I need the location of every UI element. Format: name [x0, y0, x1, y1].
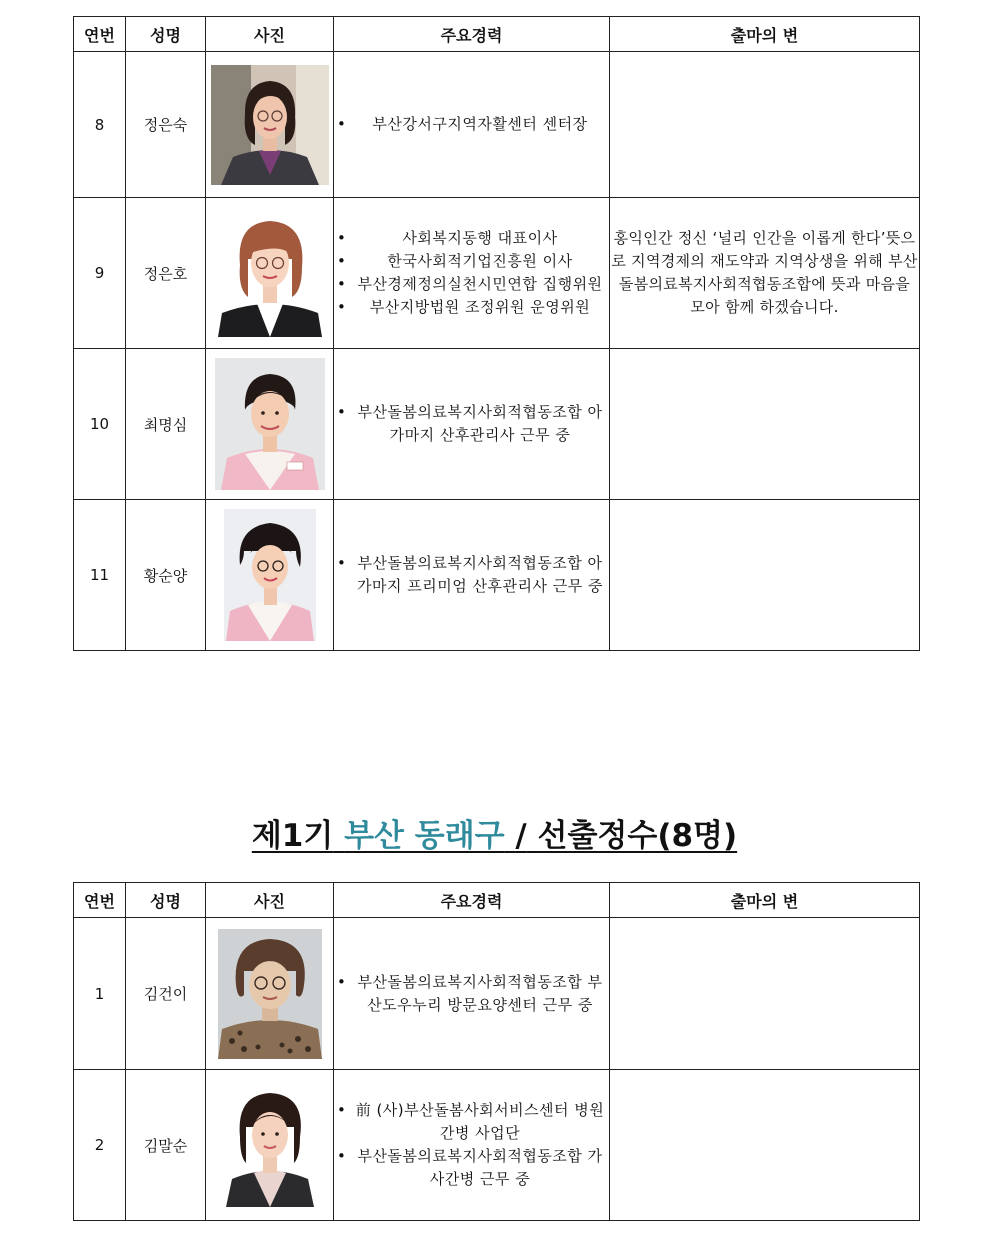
table-row: [74, 52, 920, 198]
speech-cell: [610, 52, 920, 198]
career-item: • 부산돌봄의료복지사회적협동조합 아가마지 프리미엄 산후관리사 근무 중: [334, 552, 609, 598]
photo-cell: [206, 349, 334, 500]
header-name: 성명: [126, 17, 206, 52]
table-header-row: [74, 883, 920, 918]
career-cell: [334, 500, 610, 651]
career-item: • 부산돌봄의료복지사회적협동조합 부산도우누리 방문요양센터 근무 중: [334, 971, 609, 1017]
speech-cell: [610, 918, 920, 1070]
candidate-table-1: [73, 16, 920, 651]
career-cell: [334, 52, 610, 198]
speech-cell: [610, 1070, 920, 1221]
career-item: • 前 (사)부산돌봄사회서비스센터 병원간병 사업단: [334, 1099, 609, 1145]
candidate-photo: [218, 929, 322, 1059]
row-number: 9: [74, 198, 126, 349]
candidate-photo: [211, 65, 329, 185]
career-item: • 사회복지동행 대표이사: [334, 227, 609, 250]
candidate-name: 김말순: [126, 1070, 206, 1221]
candidate-name: 정은숙: [126, 52, 206, 198]
header-no: 연번: [74, 883, 126, 918]
speech-cell: [610, 500, 920, 651]
section-title: [0, 810, 989, 855]
career-item: • 부산지방법원 조정위원 운영위원: [334, 296, 609, 319]
photo-cell: [206, 918, 334, 1070]
row-number: 8: [74, 52, 126, 198]
photo-cell: [206, 198, 334, 349]
candidate-table-2: [73, 882, 920, 1221]
table-row: [74, 500, 920, 651]
table-row: [74, 349, 920, 500]
career-item: • 부산강서구지역자활센터 센터장: [334, 113, 609, 136]
header-speech: 출마의 변: [610, 883, 920, 918]
header-name: 성명: [126, 883, 206, 918]
row-number: 10: [74, 349, 126, 500]
photo-cell: [206, 1070, 334, 1221]
candidate-name: 정은호: [126, 198, 206, 349]
candidate-name: 황순양: [126, 500, 206, 651]
table-header-row: [74, 17, 920, 52]
career-cell: [334, 198, 610, 349]
quota-label: 선출정수(8명): [537, 818, 738, 854]
table-row: [74, 198, 920, 349]
speech-cell: [610, 349, 920, 500]
career-cell: [334, 918, 610, 1070]
career-item: • 부산돌봄의료복지사회적협동조합 아가마지 산후관리사 근무 중: [334, 401, 609, 447]
candidate-photo: [215, 358, 325, 490]
candidate-photo: [224, 509, 316, 641]
table-row: [74, 918, 920, 1070]
table-row: [74, 1070, 920, 1221]
title-separator: /: [515, 818, 527, 854]
speech-cell: 홍익인간 정신 ‘널리 인간을 이롭게 한다’뜻으로 지역경제의 재도약과 지역상생을 위해 부산돌봄의료복지사회적협동조합에 뜻과 마음을 모아 함께 하겠습니다.: [610, 198, 920, 349]
candidate-photo: [218, 209, 322, 337]
career-cell: [334, 349, 610, 500]
header-career: 주요경력: [334, 17, 610, 52]
photo-cell: [206, 52, 334, 198]
career-cell: [334, 1070, 610, 1221]
candidate-name: 김건이: [126, 918, 206, 1070]
row-number: 1: [74, 918, 126, 1070]
term-label: 제1기: [251, 818, 334, 854]
career-item: • 부산돌봄의료복지사회적협동조합 가사간병 근무 중: [334, 1145, 609, 1191]
row-number: 11: [74, 500, 126, 651]
header-speech: 출마의 변: [610, 17, 920, 52]
header-photo: 사진: [206, 883, 334, 918]
photo-cell: [206, 500, 334, 651]
candidate-photo: [224, 1083, 316, 1207]
candidate-name: 최명심: [126, 349, 206, 500]
career-item: • 한국사회적기업진흥원 이사: [334, 250, 609, 273]
row-number: 2: [74, 1070, 126, 1221]
header-career: 주요경력: [334, 883, 610, 918]
header-photo: 사진: [206, 17, 334, 52]
header-no: 연번: [74, 17, 126, 52]
career-item: • 부산경제정의실천시민연합 집행위원: [334, 273, 609, 296]
region-label: 부산 동래구: [344, 818, 505, 854]
